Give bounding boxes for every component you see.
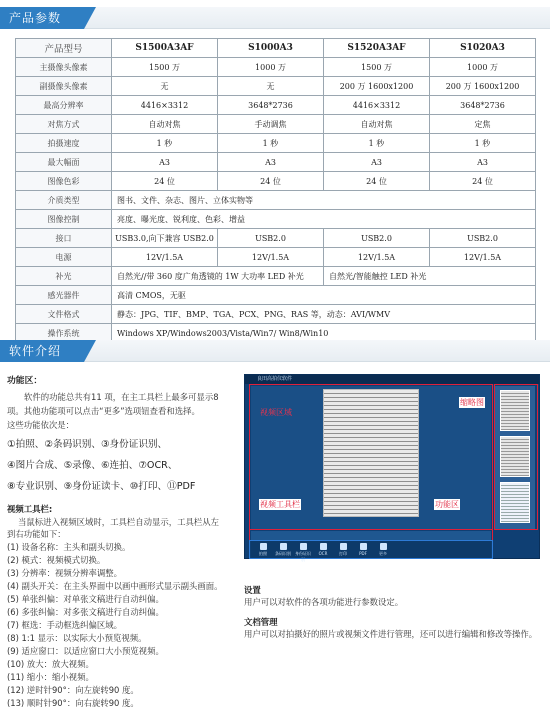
callout-thumbnails bbox=[494, 384, 538, 530]
label-video-toolbar: 视频工具栏 bbox=[260, 500, 300, 509]
list-item: (1) 设备名称：主头和副头切换。 bbox=[7, 542, 131, 552]
cell: 1 秒 bbox=[324, 134, 430, 153]
feature-list-line: ⑧专业识别、⑨身份证读卡、⑩打印、⑪PDF bbox=[7, 481, 196, 492]
section-header-software bbox=[0, 340, 550, 362]
cell: 手动调焦 bbox=[218, 115, 324, 134]
cell: 4416×3312 bbox=[112, 96, 218, 115]
function-button[interactable]: PDF bbox=[355, 543, 371, 557]
software-screenshot bbox=[244, 374, 540, 562]
cell: 1500 万 bbox=[324, 58, 430, 77]
cell: 24 位 bbox=[218, 172, 324, 191]
list-item: (3) 分辨率：视频分辨率调整。 bbox=[7, 568, 123, 578]
row-label: 接口 bbox=[16, 229, 112, 248]
function-button[interactable]: OCR bbox=[315, 543, 331, 557]
cell: 自然光//带 360 度广角透镜的 1W 大功率 LED 补光 bbox=[112, 267, 324, 286]
cell: 自然光/智能触控 LED 补光 bbox=[324, 267, 536, 286]
cell: USB2.0 bbox=[218, 229, 324, 248]
table-row bbox=[16, 248, 536, 267]
table-row bbox=[16, 267, 536, 286]
cell: 高清 CMOS，无驱 bbox=[112, 286, 536, 305]
function-heading: 功能区： bbox=[7, 376, 43, 386]
cell: 24 位 bbox=[430, 172, 536, 191]
table-row bbox=[16, 39, 536, 58]
list-item: (5) 单张纠偏：对单张文稿进行自动纠偏。 bbox=[7, 594, 164, 604]
video-toolbar-intro: 当鼠标进入视频区域时，工具栏自动显示，工具栏从左 bbox=[18, 517, 219, 527]
row-label: 最大幅面 bbox=[16, 153, 112, 172]
cell: 静态：JPG、TIF、BMP、TGA、PCX、PNG、RAS 等，动态：AVI/WMV bbox=[112, 305, 536, 324]
cell: 自动对焦 bbox=[324, 115, 430, 134]
list-item: (8) 1:1 显示：以实际大小预览视频。 bbox=[7, 633, 147, 643]
row-label: 拍摄速度 bbox=[16, 134, 112, 153]
spec-table bbox=[15, 38, 536, 343]
cell: 12V/1.5A bbox=[324, 248, 430, 267]
cell: USB2.0 bbox=[324, 229, 430, 248]
table-row bbox=[16, 172, 536, 191]
docmgmt-text: 用户可以对拍摄好的照片或视频文件进行管理，还可以进行编辑和修改等操作。 bbox=[244, 629, 538, 639]
table-row bbox=[16, 210, 536, 229]
cell: 自动对焦 bbox=[112, 115, 218, 134]
function-button[interactable]: 条码识别 bbox=[275, 543, 291, 557]
row-label: 补光 bbox=[16, 267, 112, 286]
table-row bbox=[16, 134, 536, 153]
table-row bbox=[16, 77, 536, 96]
model-name: S1000A3 bbox=[218, 39, 324, 58]
cell: 1 秒 bbox=[112, 134, 218, 153]
list-item: (6) 多张纠偏：对多张文稿进行自动纠偏。 bbox=[7, 607, 164, 617]
header-label: 产品型号 bbox=[16, 39, 112, 58]
list-item: (11) 缩小：缩小视频。 bbox=[7, 672, 94, 682]
table-row bbox=[16, 305, 536, 324]
row-label: 感光器件 bbox=[16, 286, 112, 305]
list-item: (10) 放大：放大视频。 bbox=[7, 659, 94, 669]
list-item: (12) 逆时针90°：向左旋转90 度。 bbox=[7, 685, 139, 695]
cell: 4416×3312 bbox=[324, 96, 430, 115]
section-header-params bbox=[0, 7, 550, 29]
row-label: 电源 bbox=[16, 248, 112, 267]
section-title-params: 产品参数 bbox=[0, 7, 84, 29]
window-title: 良田高拍仪软件 bbox=[245, 375, 539, 384]
table-row bbox=[16, 286, 536, 305]
feature-list-line: ④图片合成、⑤录像、⑥连拍、⑦OCR、 bbox=[7, 460, 178, 471]
intro-line: 项。其他功能项可以点击“更多”选项钮查看和选择。 bbox=[7, 406, 200, 416]
model-name: S1020A3 bbox=[430, 39, 536, 58]
list-item: (2) 模式：视频模式切换。 bbox=[7, 555, 106, 565]
row-label: 副摄像头像素 bbox=[16, 77, 112, 96]
list-item: (13) 顺时针90°：向右旋转90 度。 bbox=[7, 698, 139, 708]
cell: 无 bbox=[218, 77, 324, 96]
row-label: 文件格式 bbox=[16, 305, 112, 324]
cell: 24 位 bbox=[324, 172, 430, 191]
cell: 12V/1.5A bbox=[218, 248, 324, 267]
section-title-software: 软件介绍 bbox=[0, 340, 84, 362]
table-row bbox=[16, 115, 536, 134]
function-button[interactable]: 身份证识别 bbox=[295, 543, 311, 557]
row-label: 主摄像头像素 bbox=[16, 58, 112, 77]
list-item: (9) 适应窗口：以适应窗口大小预览视频。 bbox=[7, 646, 164, 656]
cell: 12V/1.5A bbox=[430, 248, 536, 267]
row-label: 图像控制 bbox=[16, 210, 112, 229]
list-item: (4) 副头开关：在主头界面中以画中画形式显示副头画面。 bbox=[7, 581, 223, 591]
feature-list-line: ①拍照、②条码识别、③身份证识别、 bbox=[7, 439, 168, 450]
row-label: 对焦方式 bbox=[16, 115, 112, 134]
label-thumbnails: 缩略图 bbox=[460, 398, 484, 407]
cell: 定焦 bbox=[430, 115, 536, 134]
cell: 无 bbox=[112, 77, 218, 96]
function-button[interactable]: 更多 bbox=[375, 543, 391, 557]
table-row bbox=[16, 153, 536, 172]
model-name: S1500A3AF bbox=[112, 39, 218, 58]
table-row bbox=[16, 191, 536, 210]
table-row bbox=[16, 58, 536, 77]
cell: 1 秒 bbox=[430, 134, 536, 153]
table-row bbox=[16, 96, 536, 115]
cell: 1000 万 bbox=[218, 58, 324, 77]
cell: A3 bbox=[112, 153, 218, 172]
cell: USB3.0,向下兼容 USB2.0 bbox=[112, 229, 218, 248]
cell: 1 秒 bbox=[218, 134, 324, 153]
cell: 24 位 bbox=[112, 172, 218, 191]
cell: USB2.0 bbox=[430, 229, 536, 248]
table-row bbox=[16, 229, 536, 248]
cell: 3648*2736 bbox=[218, 96, 324, 115]
video-toolbar-intro: 到右功能如下： bbox=[7, 529, 66, 539]
settings-heading: 设置 bbox=[244, 585, 261, 595]
cell: 1500 万 bbox=[112, 58, 218, 77]
cell: A3 bbox=[218, 153, 324, 172]
cell: A3 bbox=[324, 153, 430, 172]
docmgmt-heading: 文档管理 bbox=[244, 617, 278, 627]
cell: 200 万 1600x1200 bbox=[324, 77, 430, 96]
settings-text: 用户可以对软件的各项功能进行参数设定。 bbox=[244, 597, 404, 607]
cell: 200 万 1600x1200 bbox=[430, 77, 536, 96]
row-label: 最高分辨率 bbox=[16, 96, 112, 115]
function-button[interactable]: 打印 bbox=[335, 543, 351, 557]
cell: Windows XP/Windows2003/Vista/Win7/ Win8/Win10 bbox=[112, 324, 536, 343]
cell: 1000 万 bbox=[430, 58, 536, 77]
cell: 3648*2736 bbox=[430, 96, 536, 115]
list-item: (7) 框选：手动框选纠偏区域。 bbox=[7, 620, 123, 630]
function-button[interactable]: 拍照 bbox=[255, 543, 271, 557]
cell: A3 bbox=[430, 153, 536, 172]
cell: 图书、文件、杂志、图片、立体实物等 bbox=[112, 191, 536, 210]
video-toolbar-heading: 视频工具栏: bbox=[7, 504, 53, 514]
intro-line: 这些功能依次是： bbox=[7, 420, 74, 430]
row-label: 操作系统 bbox=[16, 324, 112, 343]
callout-function-area bbox=[249, 540, 493, 559]
cell: 12V/1.5A bbox=[112, 248, 218, 267]
label-video-area: 视频区域 bbox=[260, 408, 292, 417]
row-label: 介质类型 bbox=[16, 191, 112, 210]
row-label: 图像色彩 bbox=[16, 172, 112, 191]
label-function-area: 功能区 bbox=[435, 500, 459, 509]
intro-line: 软件的功能总共有11 项，在主工具栏上最多可显示8 bbox=[24, 392, 219, 402]
cell: 亮度、曝光度、锐利度、色彩、增益 bbox=[112, 210, 536, 229]
model-name: S1520A3AF bbox=[324, 39, 430, 58]
